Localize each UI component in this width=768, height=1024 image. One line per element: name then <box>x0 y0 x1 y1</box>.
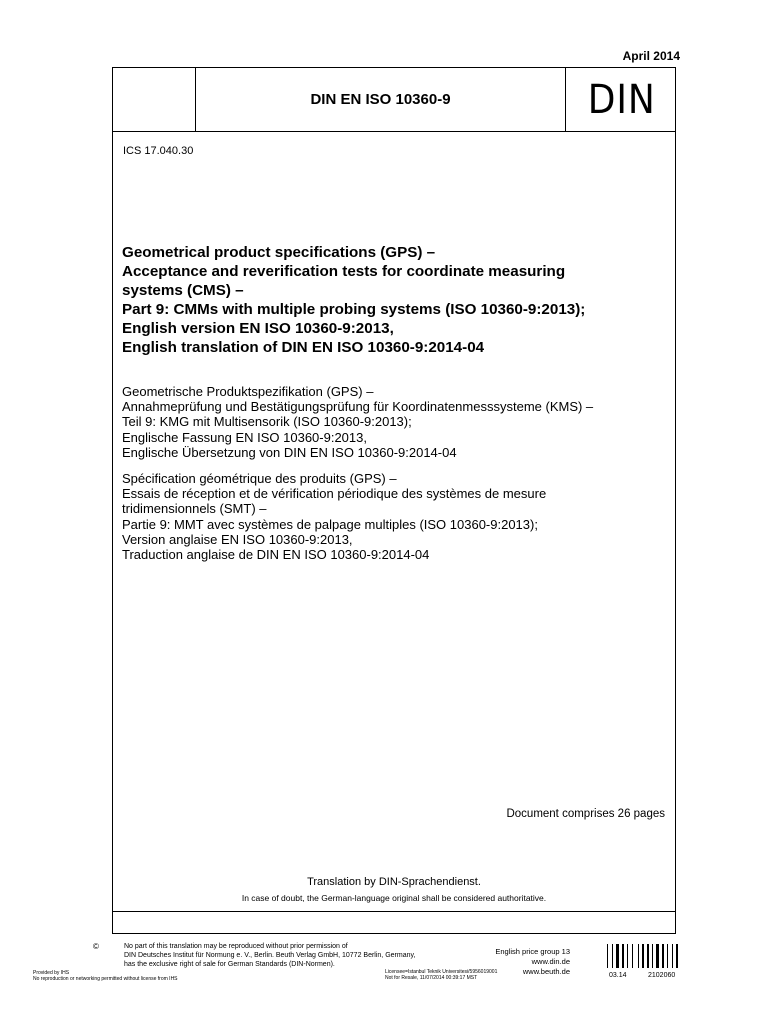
barcode-number: 2102060 <box>648 972 676 979</box>
title-line: Traduction anglaise de DIN EN ISO 10360-9:2014-04 <box>122 547 430 563</box>
title-line: Version anglaise EN ISO 10360-9:2013, <box>122 531 353 547</box>
din-logo-text: DIN <box>587 76 656 123</box>
copyright-line: DIN Deutsches Institut für Normung e. V., Berlin. Beuth Verlag GmbH, 10772 Berlin, Germany, <box>124 952 416 959</box>
title-line: English translation of DIN EN ISO 10360-9:2014-04 <box>122 339 485 356</box>
title-line: Essais de réception et de vérification périodique des systèmes de mesure <box>122 486 547 502</box>
barcode-bar <box>638 944 639 968</box>
french-title <box>122 471 667 562</box>
barcode <box>607 944 679 968</box>
title-line: systems (CMS) – <box>122 282 244 299</box>
header-bottom-rule <box>113 131 675 132</box>
title-line: English version EN ISO 10360-9:2013, <box>122 320 394 337</box>
copyright-notice <box>124 942 415 969</box>
german-title <box>122 384 667 460</box>
title-line: Geometrische Produktspezifikation (GPS) – <box>122 384 374 399</box>
title-line: Part 9: CMMs with multiple probing systems (ISO 10360-9:2013); <box>122 301 586 318</box>
barcode-bar <box>616 944 619 968</box>
barcode-bar <box>672 944 673 968</box>
title-line: Englische Fassung EN ISO 10360-9:2013, <box>122 429 367 445</box>
barcode-bar <box>647 944 649 968</box>
din-website-link[interactable]: www.din.de <box>531 957 570 966</box>
english-title <box>122 243 667 357</box>
barcode-bar <box>607 944 608 968</box>
price-group: English price group 13 <box>495 947 570 956</box>
barcode-bar <box>652 944 653 968</box>
provider-line: No reproduction or networking permitted without license from IHS <box>33 976 178 982</box>
price-info <box>490 947 570 977</box>
ics-code: ICS 17.040.30 <box>123 145 194 157</box>
authority-note: In case of doubt, the German-language original shall be considered authoritative. <box>241 893 547 903</box>
barcode-bar <box>676 944 678 968</box>
title-line: Teil 9: KMG mit Multisensorik (ISO 10360-9:2013); <box>122 414 412 430</box>
translation-note: Translation by DIN-Sprachendienst. <box>307 876 481 888</box>
footer-top-rule <box>113 911 675 912</box>
barcode-bar <box>662 944 664 968</box>
din-logo <box>566 68 677 131</box>
beuth-website-link[interactable]: www.beuth.de <box>522 967 570 976</box>
provider-notice <box>33 970 178 982</box>
barcode-date: 03.14 <box>609 972 627 979</box>
copyright-line: No part of this translation may be reproduced without prior permission of <box>124 943 348 950</box>
barcode-bar <box>667 944 668 968</box>
title-line: Acceptance and reverification tests for coordinate measuring <box>122 263 566 280</box>
barcode-bar <box>656 944 659 968</box>
page-count: Document comprises 26 pages <box>506 808 665 820</box>
license-line: Licensee=Istanbul Teknik Universitesi/5956019001 <box>385 969 498 975</box>
title-line: Geometrical product specifications (GPS) – <box>122 244 436 261</box>
license-notice <box>385 969 497 981</box>
title-page-frame <box>112 67 676 934</box>
barcode-bar <box>632 944 633 968</box>
title-line: tridimensionnels (SMT) – <box>122 501 267 517</box>
barcode-bar <box>642 944 644 968</box>
title-line: Partie 9: MMT avec systèmes de palpage multiples (ISO 10360-9:2013); <box>122 516 538 532</box>
standard-number: DIN EN ISO 10360-9 <box>310 91 451 108</box>
title-line: Spécification géométrique des produits (GPS) – <box>122 471 397 486</box>
provider-line: Provided by IHS <box>33 970 70 976</box>
barcode-bar <box>627 944 628 968</box>
publication-date: April 2014 <box>622 49 680 63</box>
copyright-line: has the exclusive right of sale for German Standards (DIN-Normen). <box>124 961 335 968</box>
copyright-icon: © <box>93 942 99 951</box>
barcode-bar <box>612 944 613 968</box>
barcode-bar <box>622 944 624 968</box>
license-line: Not for Resale, 11/07/2014 00:39:17 MST <box>385 975 478 981</box>
title-line: Englische Übersetzung von DIN EN ISO 10360-9:2014-04 <box>122 444 457 460</box>
title-line: Annahmeprüfung und Bestätigungsprüfung für Koordinatenmesssysteme (KMS) – <box>122 399 594 415</box>
